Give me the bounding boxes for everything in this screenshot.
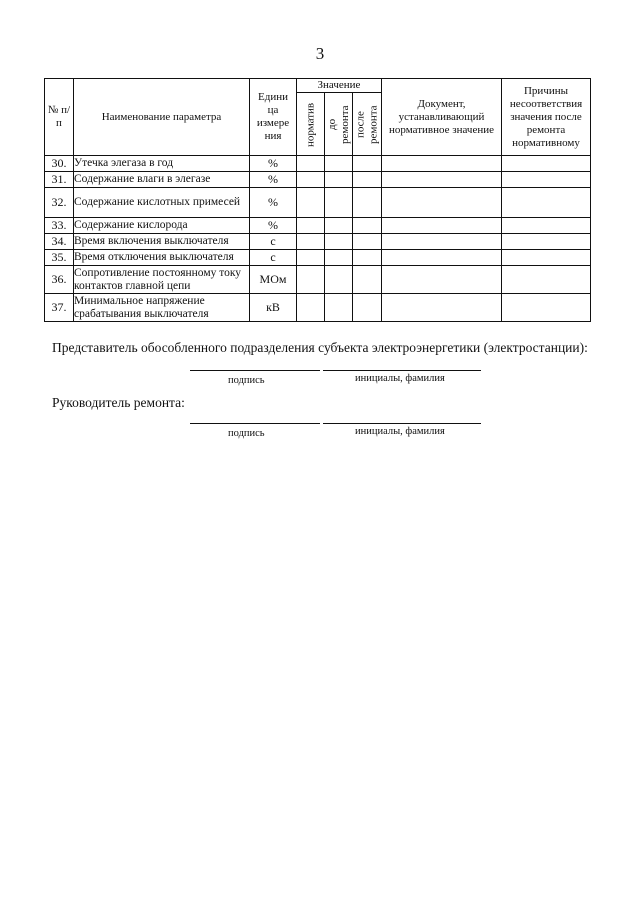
document-cell[interactable]: [382, 266, 502, 294]
table-row: [45, 266, 591, 294]
parameter-name: Содержание влаги в элегазе: [74, 172, 250, 188]
unit-cell: кВ: [250, 294, 297, 322]
value-norm-cell[interactable]: [297, 156, 325, 172]
reason-cell[interactable]: [502, 188, 591, 218]
table-row: [45, 156, 591, 172]
header-value-norm: норматив: [297, 93, 325, 156]
value-before-cell[interactable]: [325, 218, 353, 234]
document-cell[interactable]: [382, 188, 502, 218]
value-after-cell[interactable]: [353, 188, 382, 218]
table-row: [45, 234, 591, 250]
header-value-before: до ремонта: [325, 93, 353, 156]
table-body: [45, 156, 591, 322]
parameter-name: Содержание кислотных примесей: [74, 188, 250, 218]
parameter-name: Время включения выключателя: [74, 234, 250, 250]
value-norm-cell[interactable]: [297, 172, 325, 188]
table-row: [45, 218, 591, 234]
value-before-cell[interactable]: [325, 188, 353, 218]
value-after-cell[interactable]: [353, 172, 382, 188]
header-name: Наименование параметра: [74, 79, 250, 156]
value-after-cell[interactable]: [353, 250, 382, 266]
repair-lead-name-line[interactable]: [323, 423, 481, 424]
document-cell[interactable]: [382, 172, 502, 188]
table-row: [45, 294, 591, 322]
page-number: 3: [315, 44, 325, 63]
value-after-cell[interactable]: [353, 266, 382, 294]
value-before-cell[interactable]: [325, 234, 353, 250]
repair-lead-label: Руководитель ремонта:: [52, 395, 185, 410]
header-value-group: Значение: [297, 79, 382, 93]
parameter-name: Содержание кислорода: [74, 218, 250, 234]
value-before-cell[interactable]: [325, 266, 353, 294]
value-norm-cell[interactable]: [297, 250, 325, 266]
document-cell[interactable]: [382, 156, 502, 172]
value-before-cell[interactable]: [325, 172, 353, 188]
header-document: Документ, устанавливающий нормативное значение: [382, 79, 502, 156]
value-before-cell[interactable]: [325, 156, 353, 172]
value-before-cell[interactable]: [325, 294, 353, 322]
document-cell[interactable]: [382, 218, 502, 234]
unit-cell: %: [250, 156, 297, 172]
reason-cell[interactable]: [502, 294, 591, 322]
parameter-name: Минимальное напряжение срабатывания выключателя: [74, 294, 250, 322]
representative-signature-line[interactable]: [190, 370, 320, 371]
row-number: 36.: [45, 266, 74, 294]
unit-cell: %: [250, 188, 297, 218]
parameter-name: Утечка элегаза в год: [74, 156, 250, 172]
row-number: 32.: [45, 188, 74, 218]
unit-cell: %: [250, 218, 297, 234]
value-after-cell[interactable]: [353, 234, 382, 250]
table-row: [45, 188, 591, 218]
row-number: 35.: [45, 250, 74, 266]
document-cell[interactable]: [382, 294, 502, 322]
representative-label: Представитель обособленного подразделения субъекта электроэнергетики (электростанции):: [52, 340, 588, 355]
value-norm-cell[interactable]: [297, 218, 325, 234]
parameter-name: Сопротивление постоянному току контактов главной цепи: [74, 266, 250, 294]
representative-signature-caption: подпись: [228, 375, 265, 386]
document-cell[interactable]: [382, 250, 502, 266]
unit-cell: с: [250, 250, 297, 266]
repair-lead-name-caption: инициалы, фамилия: [355, 426, 445, 437]
reason-cell[interactable]: [502, 156, 591, 172]
unit-cell: %: [250, 172, 297, 188]
value-norm-cell[interactable]: [297, 234, 325, 250]
value-norm-cell[interactable]: [297, 294, 325, 322]
table-row: [45, 250, 591, 266]
value-norm-cell[interactable]: [297, 266, 325, 294]
header-value-after: после ремонта: [353, 93, 382, 156]
row-number: 30.: [45, 156, 74, 172]
row-number: 37.: [45, 294, 74, 322]
unit-cell: с: [250, 234, 297, 250]
row-number: 33.: [45, 218, 74, 234]
header-number: № п/п: [45, 79, 74, 156]
repair-lead-signature-caption: подпись: [228, 428, 265, 439]
reason-cell[interactable]: [502, 250, 591, 266]
header-reasons: Причины несоответствия значения после ремонта нормативному: [502, 79, 591, 156]
row-number: 31.: [45, 172, 74, 188]
representative-name-caption: инициалы, фамилия: [355, 373, 445, 384]
value-after-cell[interactable]: [353, 218, 382, 234]
parameters-table: [44, 78, 591, 322]
unit-cell: МОм: [250, 266, 297, 294]
value-norm-cell[interactable]: [297, 188, 325, 218]
value-after-cell[interactable]: [353, 294, 382, 322]
value-after-cell[interactable]: [353, 156, 382, 172]
parameter-name: Время отключения выключателя: [74, 250, 250, 266]
header-unit: Едини ца измере ния: [250, 79, 297, 156]
reason-cell[interactable]: [502, 266, 591, 294]
representative-name-line[interactable]: [323, 370, 481, 371]
table-row: [45, 172, 591, 188]
row-number: 34.: [45, 234, 74, 250]
reason-cell[interactable]: [502, 234, 591, 250]
repair-lead-signature-line[interactable]: [190, 423, 320, 424]
reason-cell[interactable]: [502, 218, 591, 234]
value-before-cell[interactable]: [325, 250, 353, 266]
reason-cell[interactable]: [502, 172, 591, 188]
document-cell[interactable]: [382, 234, 502, 250]
